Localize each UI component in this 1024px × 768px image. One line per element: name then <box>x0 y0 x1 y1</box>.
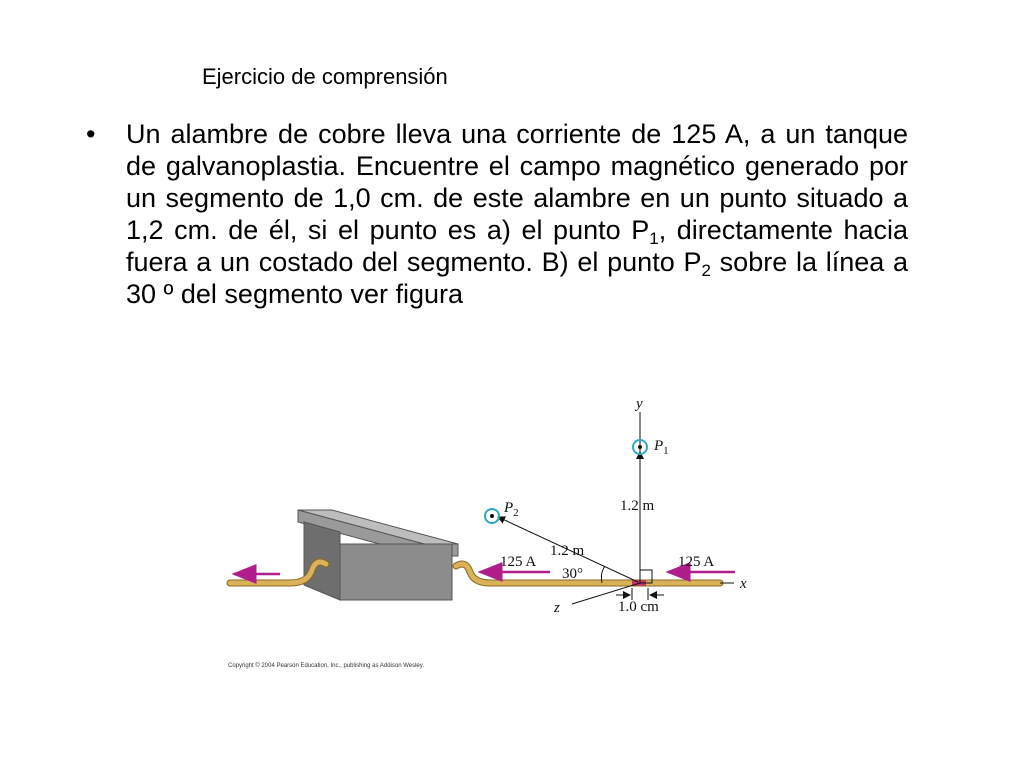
problem-statement <box>126 118 908 310</box>
p1-letter: P <box>654 438 664 454</box>
bullet-marker: • <box>86 119 96 149</box>
p2-label <box>503 500 519 519</box>
current-label-left: 125 A <box>500 554 537 570</box>
p2-dot <box>490 514 494 518</box>
slide-title: Ejercicio de comprensión <box>202 64 448 89</box>
p1-distance-label: 1.2 m <box>620 498 655 514</box>
x-axis-label: x <box>740 576 747 592</box>
copyright-note: Copyright © 2004 Pearson Education, Inc., publishing as Addison Wesley. <box>228 663 424 669</box>
p1-label <box>653 438 669 457</box>
segment-length-label: 1.0 cm <box>618 599 659 615</box>
y-axis-label: y <box>636 396 643 412</box>
statement-part-2: , directamente hacia fuera a un costado del segmento. B) el punto P <box>126 215 908 277</box>
statement-part-3: sobre la línea a 30 º del segmento ver figura <box>126 247 908 309</box>
p1-subscript: 1 <box>649 229 659 248</box>
current-label-right: 125 A <box>678 554 715 570</box>
p2-subscript: 2 <box>701 261 711 280</box>
galvanoplasty-tank <box>298 510 458 600</box>
statement-part-1: Un alambre de cobre lleva una corriente de 125 A, a un tanque de galvanoplastia. Encuentre el campo magnético generado por un segmento de 1,0 cm. de este alambre en un punto situado a 1,2 cm. de él, si el punto es a) el punto P <box>126 119 908 245</box>
tank-front <box>340 544 452 600</box>
angle-label: 30° <box>562 566 583 582</box>
p1-label-sub: 1 <box>663 445 669 457</box>
physics-figure <box>220 390 780 680</box>
p2-label-sub: 2 <box>513 507 519 519</box>
z-axis-label: z <box>554 600 560 616</box>
p2-distance-label: 1.2 m <box>550 543 585 559</box>
p1-dot <box>638 445 642 449</box>
p2-letter: P <box>504 500 514 516</box>
